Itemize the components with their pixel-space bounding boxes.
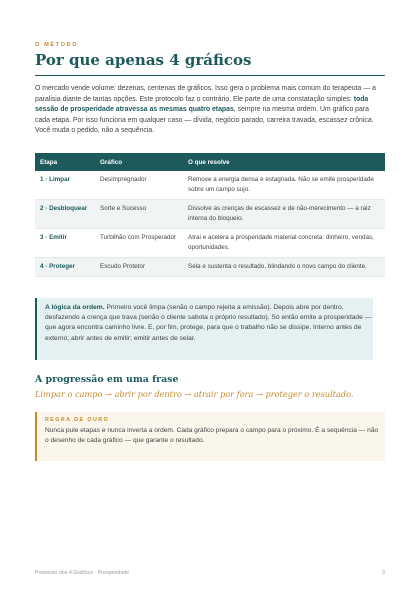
- callout-text: [45, 303, 373, 344]
- stage-cell: 3 · Emitir: [40, 234, 67, 241]
- page-title: Por que apenas 4 gráficos: [35, 51, 252, 69]
- chart-cell: Escudo Protetor: [100, 263, 146, 270]
- intro-emphasis: toda sessão de prosperidade atravessa as mesmas quatro etapas: [35, 95, 369, 114]
- solves-cell: Remove a energia densa e estagnada. Não se emite prosperidade sobre um campo sujo.: [188, 176, 374, 193]
- intro-text-1: O mercado vende volume: dezenas, centenas de gráficos. Isso gera o problema mais comum do terapeuta — a paralisia diante de tantas opções. Este protocolo faz o contrário. Ele parte de uma constatação simples:: [35, 85, 376, 103]
- progression-flow: Limpar o campo → abrir por dentro → atrair por fora → proteger o resultado.: [35, 389, 354, 399]
- progression-heading: A progressão em uma frase: [35, 374, 179, 385]
- gold-rule-box: [35, 412, 385, 461]
- solves-cell: Atrai e acelera a prosperidade material concreta: dinheiro, vendas, oportunidades.: [188, 234, 374, 251]
- gold-rule-text: Nunca pule etapas e nunca inverta a ordem. Cada gráfico prepara o campo para o próximo. É a sequência — não o desenho de cada gráfico — que garante o resultado.: [45, 427, 379, 444]
- stage-cell: 2 · Desbloquear: [40, 205, 88, 212]
- section-eyebrow: O MÉTODO: [35, 42, 79, 48]
- stage-cell: 1 · Limpar: [40, 176, 71, 183]
- solves-cell: Dissolve as crenças de escassez e de não-merecimento — a raiz interna do bloqueio.: [188, 205, 371, 222]
- chart-cell: Turbilhão com Prosperador: [100, 234, 177, 241]
- intro-text-2: , sempre na mesma ordem. Um gráfico para cada etapa. Por isso funciona em qualquer caso — dívida, negócio parado, carreira travada, escassez crônica. Você muda o pedido, não a sequência.: [35, 106, 374, 135]
- intro-paragraph: [35, 84, 385, 137]
- stage-cell: 4 · Proteger: [40, 263, 75, 270]
- page-number: 3: [382, 570, 385, 576]
- callout-body: Primeiro você limpa (senão o campo rejeita a emissão). Depois abre por dentro, desfazendo a crença que trava (senão o cliente sabota o próprio resultado). Só então emite a prosperidade — que agora encontra caminho livre. E, por fim, protege, para que o trabalho não se dissipe. Interno antes de externo; abrir antes de emitir; emitir antes de selar.: [45, 304, 372, 342]
- header-solves: O que resolve: [188, 158, 230, 166]
- title-divider: [35, 75, 385, 76]
- table-row: [35, 200, 385, 229]
- stages-table: [35, 153, 385, 277]
- table-row: [35, 229, 385, 258]
- header-stage: Etapa: [40, 158, 58, 166]
- callout-title: A lógica da ordem.: [45, 304, 105, 311]
- table-header-row: [35, 153, 385, 171]
- table-row: [35, 258, 385, 277]
- gold-rule-label: REGRA DE OURO: [45, 417, 110, 423]
- chart-cell: Sorte e Sucesso: [100, 205, 147, 212]
- table-row: [35, 171, 385, 200]
- chart-cell: Desimpregnador: [100, 176, 147, 183]
- solves-cell: Sela e sustenta o resultado, blindando o novo campo do cliente.: [188, 263, 367, 270]
- page-footer: [35, 570, 385, 576]
- header-chart: Gráfico: [100, 158, 123, 166]
- order-logic-callout: [35, 298, 373, 360]
- footer-title: Protocolo dos 4 Gráficos · Prosperidade: [35, 570, 130, 576]
